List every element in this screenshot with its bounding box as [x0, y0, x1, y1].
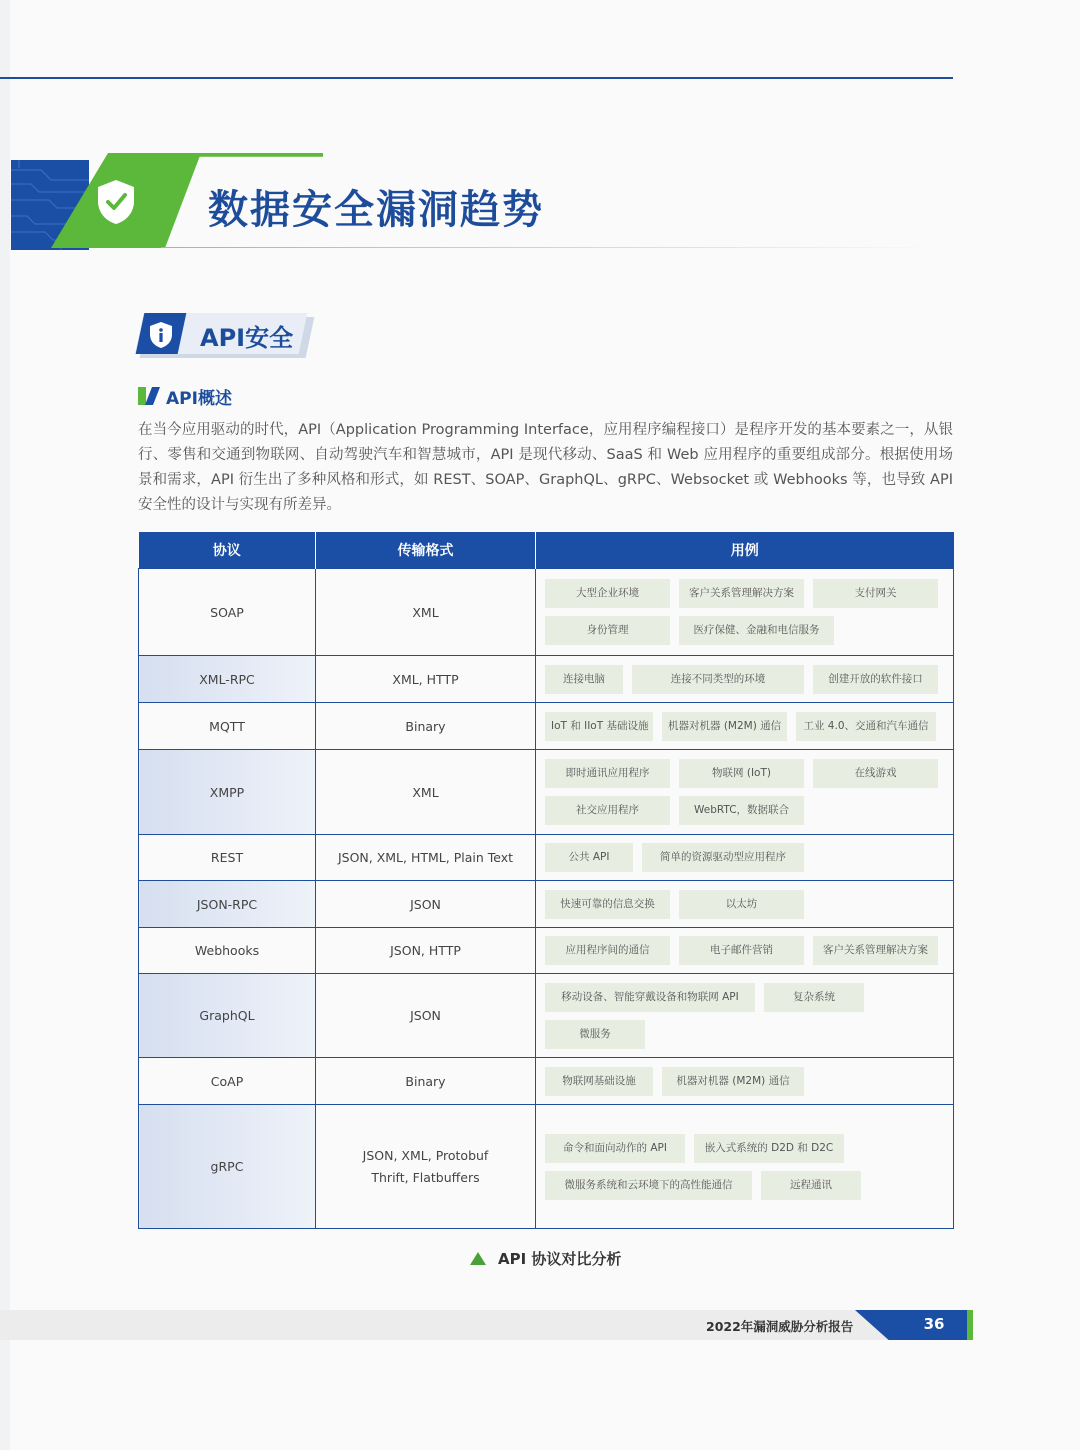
format-cell — [316, 703, 536, 750]
use-case-tag: 机器对机器 (M2M) 通信 — [662, 1067, 804, 1096]
use-case-tag: 电子邮件营销 — [679, 936, 804, 965]
format-line: XML — [412, 604, 439, 620]
format-cell — [316, 1058, 536, 1105]
header-format: 传输格式 — [316, 532, 536, 569]
use-cases-cell — [536, 928, 954, 974]
use-case-tag: IoT 和 IIoT 基础设施 — [545, 712, 653, 741]
subsection-title: API概述 — [166, 389, 232, 409]
header-protocol: 协议 — [139, 532, 316, 569]
format-cell — [316, 1105, 536, 1229]
footer-report-title: 2022年漏洞威胁分析报告 — [706, 1319, 854, 1334]
protocol-cell: gRPC — [139, 1105, 316, 1229]
use-case-tag: 社交应用程序 — [545, 796, 670, 825]
table-row — [139, 974, 954, 1058]
caption-text: API 协议对比分析 — [498, 1250, 622, 1268]
format-line: Thrift, Flatbuffers — [371, 1169, 480, 1185]
use-case-tag: 简单的资源驱动型应用程序 — [642, 843, 804, 872]
table-row — [139, 656, 954, 703]
use-case-tag: 创建开放的软件接口 — [813, 665, 938, 694]
use-case-tag: 移动设备、智能穿戴设备和物联网 API — [545, 983, 755, 1012]
use-cases-cell — [536, 881, 954, 928]
table-row — [139, 881, 954, 928]
format-cell — [316, 881, 536, 928]
page-edge — [0, 0, 10, 1450]
use-cases-cell — [536, 656, 954, 703]
chapter-banner — [11, 152, 951, 252]
use-case-tag: 物联网基础设施 — [545, 1067, 653, 1096]
table-caption — [470, 1248, 621, 1269]
shield-check-icon — [95, 178, 137, 226]
format-line: JSON, XML, Protobuf — [362, 1147, 489, 1163]
format-cell — [316, 974, 536, 1058]
use-case-tag: 工业 4.0、交通和汽车通信 — [796, 712, 936, 741]
header-use-cases: 用例 — [536, 532, 954, 569]
use-cases-cell — [536, 974, 954, 1058]
use-case-tag: 大型企业环境 — [545, 579, 670, 608]
format-cell — [316, 750, 536, 835]
format-cell — [316, 656, 536, 703]
protocol-cell: REST — [139, 835, 316, 881]
format-line: Binary — [405, 718, 446, 734]
use-case-tag: 医疗保健、金融和电信服务 — [679, 616, 834, 645]
use-case-tag: 公共 API — [545, 843, 633, 872]
format-line: JSON, HTTP — [390, 943, 461, 958]
intro-paragraph: 在当今应用驱动的时代，API（Application Programming Interface，应用程序编程接口）是程序开发的基本要素之一，从银行、零售和交通到物联网、自动驾驶汽车和智慧城市，API 是现代移动、SaaS 和 Web 应用程序的重要组成部分。根据使用场景和需求，API 衍生出了多种风格和形式，如 REST、SOAP、GraphQL、gRPC、Websocket 或 Webhooks 等，也导致 API 安全性的设计与实现有所差异。 — [138, 422, 953, 513]
use-case-tag: 客户关系管理解决方案 — [679, 579, 804, 608]
format-cell — [316, 928, 536, 974]
use-case-tag: 快速可靠的信息交换 — [545, 890, 670, 919]
use-case-tag: WebRTC，数据联合 — [679, 796, 804, 825]
page-number: 36 — [923, 1315, 945, 1333]
table-row — [139, 1105, 954, 1229]
table-row — [139, 569, 954, 656]
banner-underline — [161, 247, 941, 248]
use-cases-cell — [536, 1105, 954, 1229]
table-row — [139, 928, 954, 974]
use-case-tag: 微服务 — [545, 1020, 645, 1049]
protocol-cell: XML-RPC — [139, 656, 316, 703]
table-row — [139, 703, 954, 750]
format-cell — [316, 835, 536, 881]
use-case-tag: 客户关系管理解决方案 — [813, 936, 938, 965]
chapter-title: 数据安全漏洞趋势 — [208, 187, 544, 233]
use-case-tag: 以太坊 — [679, 890, 804, 919]
triangle-icon — [470, 1252, 486, 1265]
use-case-tag: 物联网 (IoT) — [679, 759, 804, 788]
protocol-cell: CoAP — [139, 1058, 316, 1105]
use-case-tag: 在线游戏 — [813, 759, 938, 788]
protocol-cell: GraphQL — [139, 974, 316, 1058]
top-rule — [0, 77, 953, 79]
format-line: JSON, XML, HTML, Plain Text — [337, 850, 514, 865]
format-line: XML — [412, 784, 439, 800]
format-cell — [316, 569, 536, 656]
protocol-cell: MQTT — [139, 703, 316, 750]
slash-mark-icon — [138, 387, 160, 405]
table-row — [139, 1058, 954, 1105]
format-line: Binary — [405, 1073, 446, 1089]
protocol-cell: JSON-RPC — [139, 881, 316, 928]
use-case-tag: 命令和面向动作的 API — [545, 1134, 685, 1163]
use-case-tag: 嵌入式系统的 D2D 和 D2C — [694, 1134, 844, 1163]
use-case-tag: 支付网关 — [813, 579, 938, 608]
use-case-tag: 复杂系统 — [764, 983, 864, 1012]
use-case-tag: 微服务系统和云环境下的高性能通信 — [545, 1171, 752, 1200]
protocol-cell: SOAP — [139, 569, 316, 656]
use-cases-cell — [536, 1058, 954, 1105]
table-header-row — [139, 532, 954, 569]
use-cases-cell — [536, 835, 954, 881]
use-case-tag: 机器对机器 (M2M) 通信 — [662, 712, 787, 741]
protocol-cell: XMPP — [139, 750, 316, 835]
protocol-cell: Webhooks — [139, 928, 316, 974]
format-line: XML, HTTP — [392, 671, 459, 687]
table-row — [139, 750, 954, 835]
shield-info-icon — [148, 321, 174, 349]
use-case-tag: 即时通讯应用程序 — [545, 759, 670, 788]
section-title: API安全 — [200, 324, 294, 352]
table-row — [139, 835, 954, 881]
footer-green-accent — [967, 1310, 973, 1340]
use-case-tag: 连接电脑 — [545, 665, 623, 694]
use-case-tag: 连接不同类型的环境 — [632, 665, 804, 694]
use-case-tag: 身份管理 — [545, 616, 670, 645]
section-badge — [138, 313, 310, 358]
use-cases-cell — [536, 569, 954, 656]
format-line: JSON — [410, 896, 441, 912]
use-cases-cell — [536, 750, 954, 835]
use-cases-cell — [536, 703, 954, 750]
use-case-tag: 应用程序间的通信 — [545, 936, 670, 965]
protocol-table — [138, 532, 954, 1229]
format-line: JSON — [410, 1008, 441, 1023]
use-case-tag: 远程通讯 — [761, 1171, 861, 1200]
